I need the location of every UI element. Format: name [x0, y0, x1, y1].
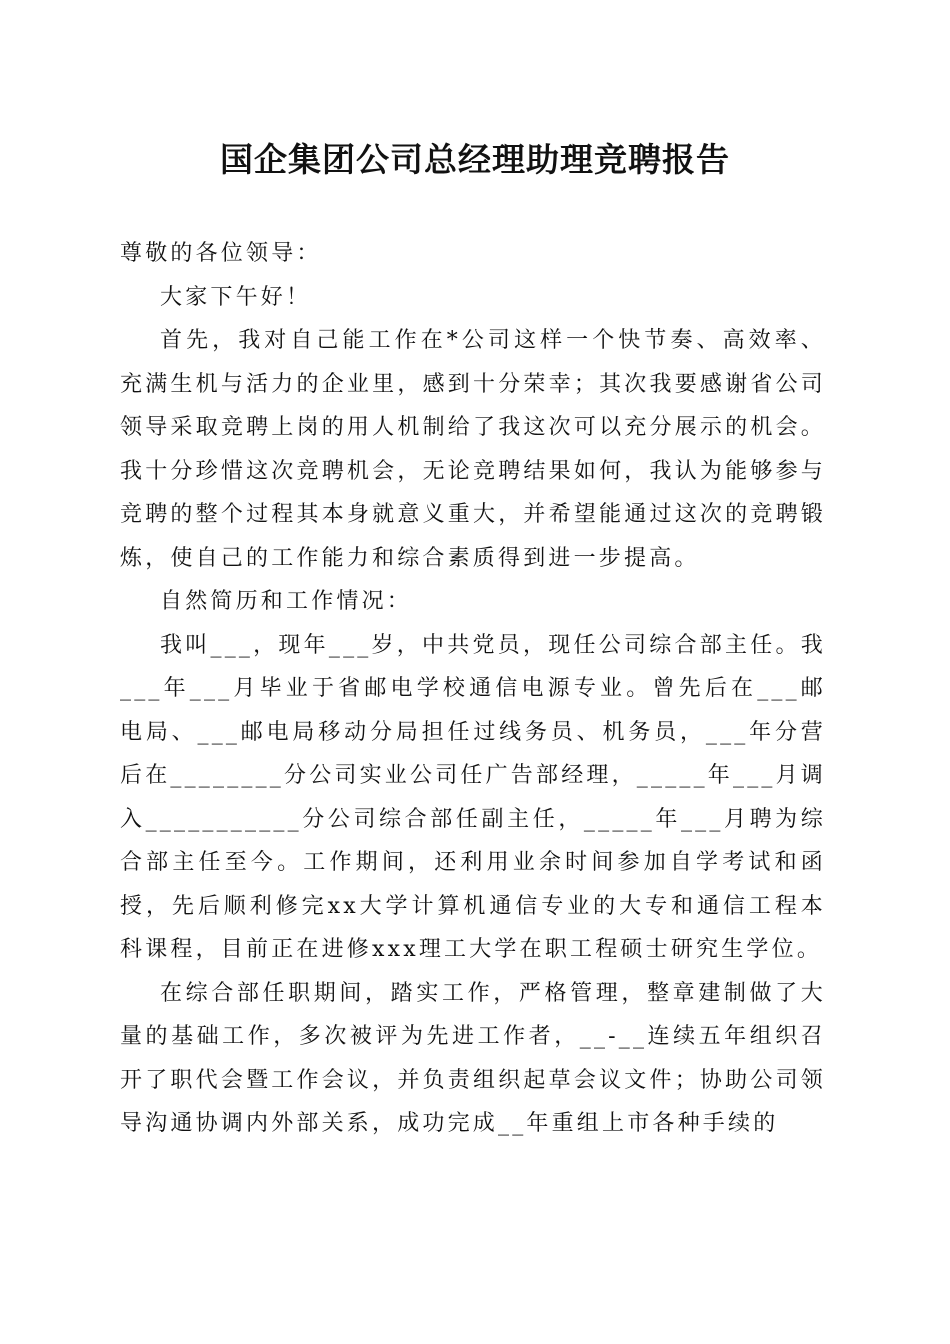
- paragraph-work: 在综合部任职期间，踏实工作，严格管理，整章建制做了大量的基础工作，多次被评为先进工作者，__-__连续五年组织召开了职代会暨工作会议，并负责组织起草会议文件；协助公司领导沟通协调内外部关系，成功完成__年重组上市各种手续的: [120, 980, 826, 1136]
- document-body: [120, 232, 826, 1146]
- paragraph-resume: 我叫___，现年___岁，中共党员，现任公司综合部主任。我___年___月毕业于省邮电学校通信电源专业。曾先后在___邮电局、___邮电局移动分局担任过线务员、机务员，___年分营后在________分公司实业公司任广告部经理，_____年___月调入___________分公司综合部任副主任，_____年___月聘为综合部主任至今。工作期间，还利用业余时间参加自学考试和函授，先后顺利修完xx大学计算机通信专业的大专和通信工程本科课程，目前正在进修xxx理工大学在职工程硕士研究生学位。: [120, 632, 827, 962]
- salutation: 尊敬的各位领导：: [120, 241, 322, 266]
- section-heading-resume: 自然简历和工作情况：: [160, 589, 413, 614]
- document-title: 国企集团公司总经理助理竞聘报告: [220, 140, 730, 179]
- paragraph-intro: 首先，我对自己能工作在*公司这样一个快节奏、高效率、充满生机与活力的企业里，感到十分荣幸；其次我要感谢省公司领导采取竞聘上岗的用人机制给了我这次可以充分展示的机会。我十分珍惜这次竞聘机会，无论竞聘结果如何，我认为能够参与竞聘的整个过程其本身就意义重大，并希望能通过这次的竞聘锻炼，使自己的工作能力和综合素质得到进一步提高。: [120, 328, 826, 571]
- greeting: 大家下午好！: [160, 284, 312, 310]
